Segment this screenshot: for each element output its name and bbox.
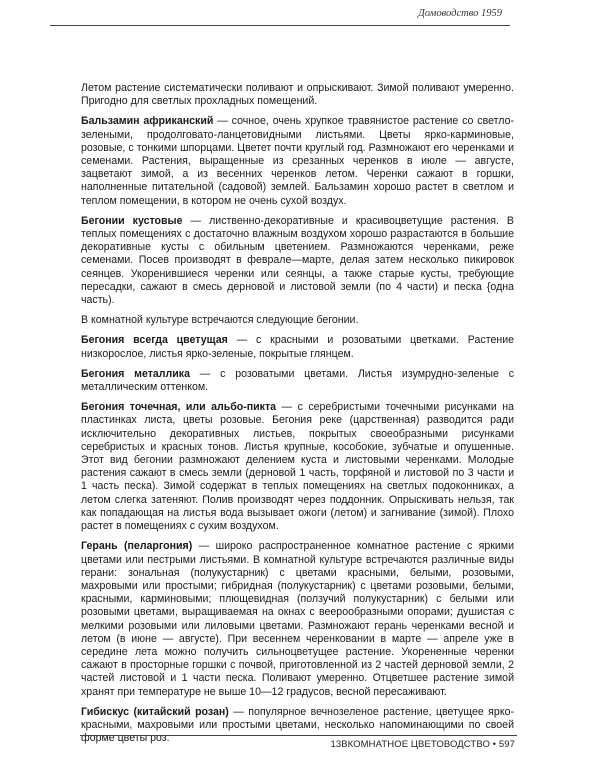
footer-rule [80, 735, 517, 736]
paragraph-term: Герань (пеларгония) [81, 540, 193, 553]
paragraph-term: Бегония металлика [81, 367, 190, 380]
header-title: Домоводство 1959 [418, 8, 502, 19]
page-footer: 13ВКОМНАТНОЕ ЦВЕТОВОДСТВО • 597 [330, 739, 515, 750]
paragraph-term: Бальзамин африканский [81, 115, 214, 128]
paragraph [81, 540, 514, 698]
paragraph-text: В комнатной культуре встречаются следующие бегонии. [81, 314, 359, 327]
paragraph [81, 82, 514, 108]
paragraph-text: — с розоватыми цветами. Листья изумрудно-зеленые с металлическим оттенком. [81, 367, 515, 394]
paragraph-text: — с красными и розоватыми цветками. Растение низкорослое, листья ярко-зеленые, покрытые глянцем. [81, 334, 514, 360]
paragraph [81, 368, 514, 394]
paragraph-text: — сочное, очень хрупкое травянистое растение со светло-зелеными, продолговато-ланцетовидными листьями. Цветы ярко-карминовые, розовые, с тонкими шпорцами. Цветет почти круглый год. Размножают его черенками и семенами. Растения, выращенные из срезанных черенков в июле — августе, зацветают зимой, а из весенних черенков летом. Черенки сажают в горшки, наполненные питательной (садовой) землей. Бальзамин хорошо растет в светлом и теплом помещении, в котором не очень сухой воздух. [81, 115, 514, 207]
paragraph-text: — широко распространенное комнатное растение с яркими цветами или пестрыми листьями. В комнатной культуре встречаются различные виды герани: зональная (полукустарник) с цветами красными, белыми, розовыми, махровыми или простыми; гибридная (полукустарник) с цветами розовыми, белыми, красными, карминовыми; плющевидная (ползучий полукустарник) с белыми или розовыми цветами, выращиваемая на окнах с веерообразными опорами; душистая с мелкими розовыми или лиловыми цветами. Размножают герань черенками весной и летом (в июне — августе). При весеннем черенковании в марте — апреле уже в середине лета можно получить сильноцветущее растение. Укорененные черенки сажают в просторные горшки с почвой, приготовленной из 2 частей дерновой земли, 2 частей листовой и 1 части песка. Поливают умеренно. Отцветшее растение зимой хранят при температуре не выше 10—12 градусов, весной пересаживают. [81, 540, 514, 698]
paragraph-term: Бегония всегда цветущая [81, 334, 228, 347]
paragraph [81, 401, 514, 533]
paragraph-term: Гибискус (китайский розан) [81, 705, 229, 718]
paragraph-text: — популярное вечнозеленое растение, цветущее ярко-красными, махровыми или простыми цветами, несколько напоминающими по своей форме цветы роз. [81, 705, 514, 745]
paragraph-text: Летом растение систематически поливают и опрыскивают. Зимой поливают умеренно. Пригодно для светлых прохладных помещений. [81, 82, 514, 108]
header-rule [50, 25, 510, 26]
paragraph-text: — с серебристыми точечными рисунками на пластинках листа, цветы розовые. Бегония реке (царственная) разводится ради исключительно декоративных листьев, покрытых своеобразными рисунками серебристых и красных тонов. Листья крупные, кособокие, зубчатые и опушенные. Этот вид бегонии размножают делением куста и листовыми черенками. Молодые растения сажают в смесь земли (дерновой 1 часть, торфяной и листовой по 3 части и 1 часть песка). Зимой содержат в теплых помещениях на светлых подоконниках, а летом слегка затеняют. Полив производят через поддонник. Опрыскивать нельзя, так как попадающая на листья вода вызывает ожоги (летом) и загнивание (зимой). Плохо растет в помещениях с сухим воздухом. [81, 401, 515, 533]
paragraph [81, 334, 514, 360]
paragraph-term: Бегония точечная, или альбо-пикта [81, 401, 277, 414]
paragraph [81, 115, 514, 207]
page-body [81, 82, 514, 752]
paragraph-text: — лиственно-декоративные и красивоцветущие растения. В теплых помещениях с достаточно влажным воздухом хорошо разрастаются в большие декоративные кусты с обильным цветением. Размножаются черенками, реже семенами. Посев производят в феврале—марте, делая затем несколько пикировок сеянцев. Укоренившиеся черенки или сеянцы, а также старые кусты, требующие пересадки, сажают в смесь дерновой и листовой земли (по 4 части) и песка {одна часть). [81, 214, 514, 307]
paragraph [81, 314, 514, 327]
paragraph [81, 215, 514, 307]
paragraph-term: Бегонии кустовые [81, 214, 183, 227]
